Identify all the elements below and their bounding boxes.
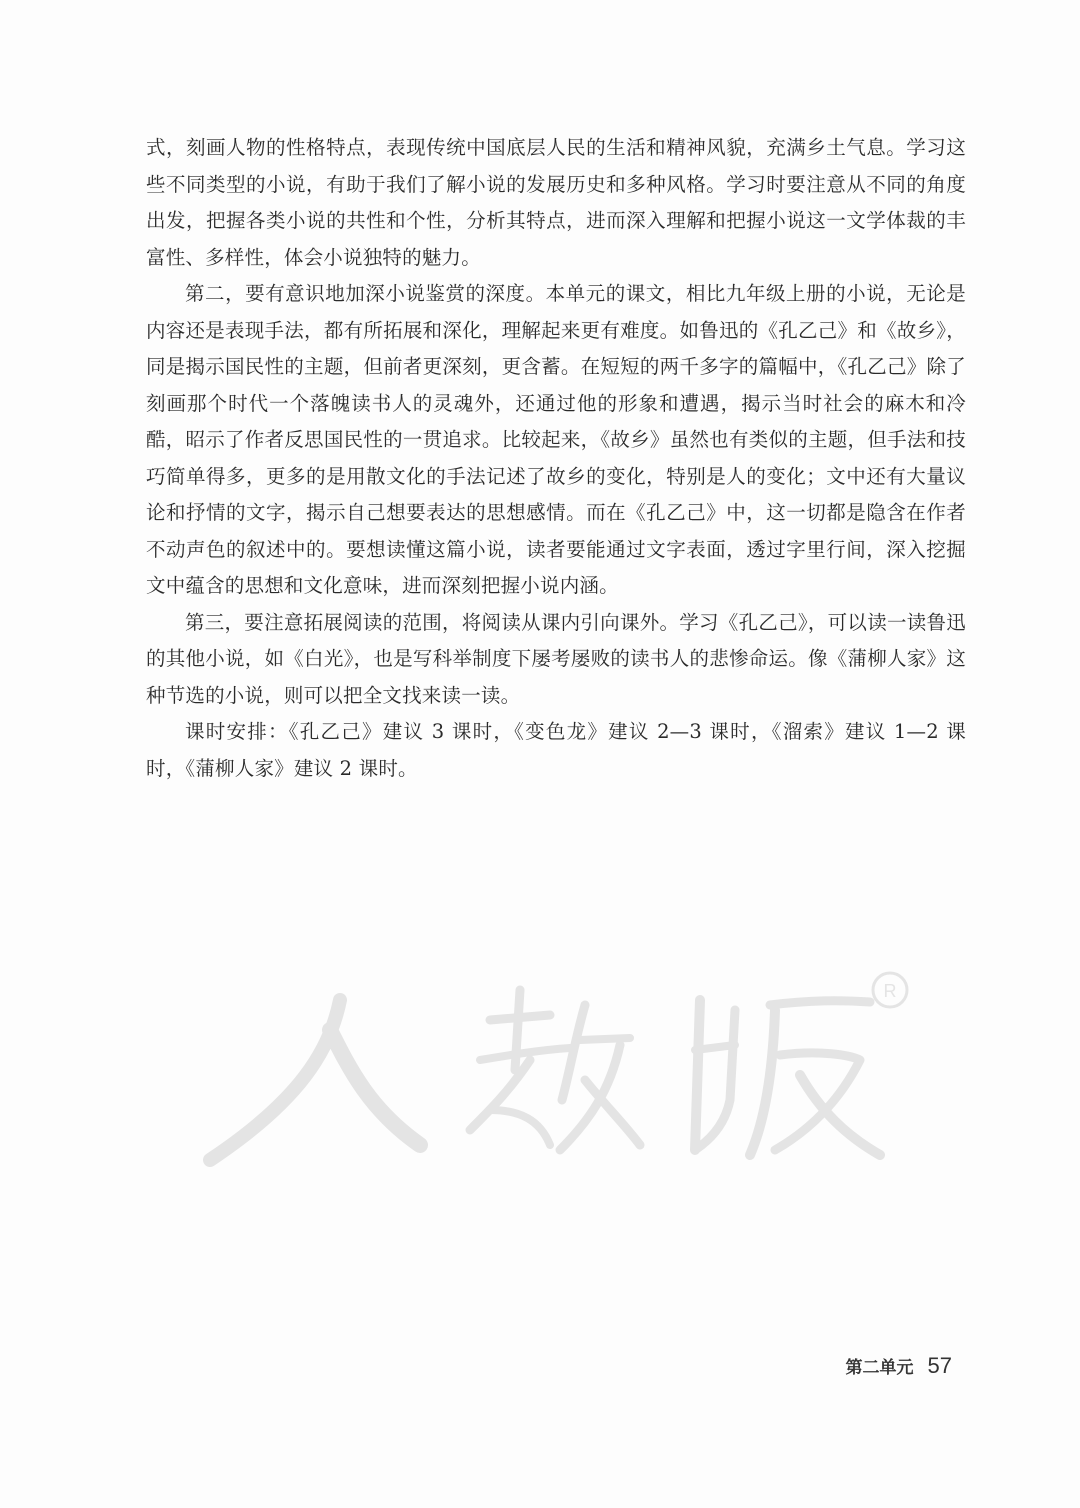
page-number: 57 (927, 1353, 952, 1378)
paragraph-second-point: 第二，要有意识地加深小说鉴赏的深度。本单元的课文，相比九年级上册的小说，无论是内容还是表现手法，都有所拓展和深化，理解起来更有难度。如鲁迅的《孔乙己》和《故乡》，同是揭示国民性的主题，但前者更深刻，更含蓄。在短短的两千多字的篇幅中，《孔乙己》除了刻画那个时代一个落魄读书人的灵魂外，还通过他的形象和遭遇，揭示当时社会的麻木和冷酷，昭示了作者反思国民性的一贯追求。比较起来，《故乡》虽然也有类似的主题，但手法和技巧简单得多，更多的是用散文化的手法记述了故乡的变化，特别是人的变化；文中还有大量议论和抒情的文字，揭示自己想要表达的思想感情。而在《孔乙己》中，这一切都是隐含在作者不动声色的叙述中的。要想读懂这篇小说，读者要能通过文字表面，透过字里行间，深入挖掘文中蕴含的思想和文化意味，进而深刻把握小说内涵。 (146, 282, 966, 597)
paragraph-continued: 式，刻画人物的性格特点，表现传统中国底层人民的生活和精神风貌，充满乡土气息。学习这些不同类型的小说，有助于我们了解小说的发展历史和多种风格。学习时要注意从不同的角度出发，把握各类小说的共性和个性，分析其特点，进而深入理解和把握小说这一文学体裁的丰富性、多样性，体会小说独特的魅力。 (146, 136, 966, 269)
body-text (146, 130, 966, 787)
publisher-watermark-logo (190, 960, 910, 1180)
footer-unit-title: 第二单元 (845, 1358, 914, 1378)
svg-text:R: R (883, 981, 897, 1001)
paragraph-third-point: 第三，要注意拓展阅读的范围，将阅读从课内引向课外。学习《孔乙己》，可以读一读鲁迅的其他小说，如《白光》，也是写科举制度下屡考屡败的读书人的悲惨命运。像《蒲柳人家》这种节选的小说，则可以把全文找来读一读。 (146, 610, 966, 707)
page-footer (846, 1353, 952, 1379)
paragraph-schedule: 课时安排：《孔乙己》建议 3 课时，《变色龙》建议 2—3 课时，《溜索》建议 1—2 课时，《蒲柳人家》建议 2 课时。 (146, 720, 966, 780)
